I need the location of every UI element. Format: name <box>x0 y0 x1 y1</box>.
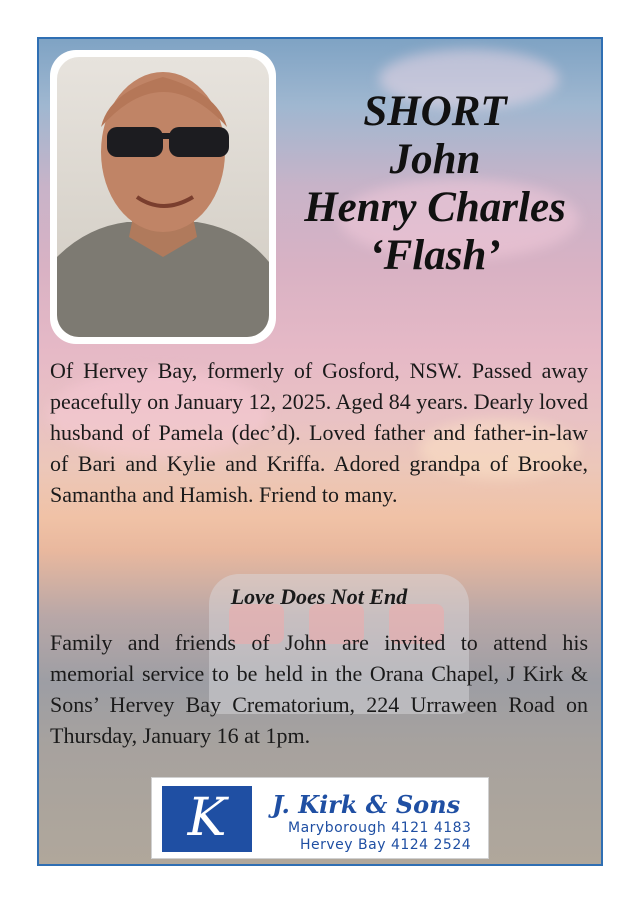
first-name: John <box>389 136 481 183</box>
motto: Love Does Not End <box>230 584 408 609</box>
phone-hervey-bay: Hervey Bay 4124 2524 <box>300 837 472 853</box>
portrait-photo <box>50 50 276 344</box>
funeral-director-advert <box>151 777 489 859</box>
service-details-paragraph: Family and friends of John are invited to attend his memorial service to be held in the Orana Chapel, J Kirk & Sons’ Hervey Bay Crematorium, 224 Urraween Road on Thursday, January 16 at 1pm. <box>50 630 588 748</box>
kirk-logo-icon <box>162 786 252 852</box>
portrait-illustration <box>57 57 269 337</box>
surname: SHORT <box>363 88 507 135</box>
middle-names: Henry Charles <box>304 184 566 231</box>
logo-letter: K <box>187 788 227 848</box>
biography-paragraph: Of Hervey Bay, formerly of Gosford, NSW. Passed away peacefully on January 12, 2025. Aged 84 years. Dearly loved husband of Pamela (dec’d). Loved father and father-in-law of Bari and Kylie and Kriffa. Adored grandpa of Brooke, Samantha and Hamish. Friend to many. <box>50 358 588 507</box>
firm-name: J. Kirk & Sons <box>272 790 461 819</box>
portrait-image <box>57 57 269 337</box>
deceased-name-heading <box>270 88 600 280</box>
nickname: ‘Flash’ <box>369 232 501 279</box>
phone-maryborough: Maryborough 4121 4183 <box>288 820 472 836</box>
